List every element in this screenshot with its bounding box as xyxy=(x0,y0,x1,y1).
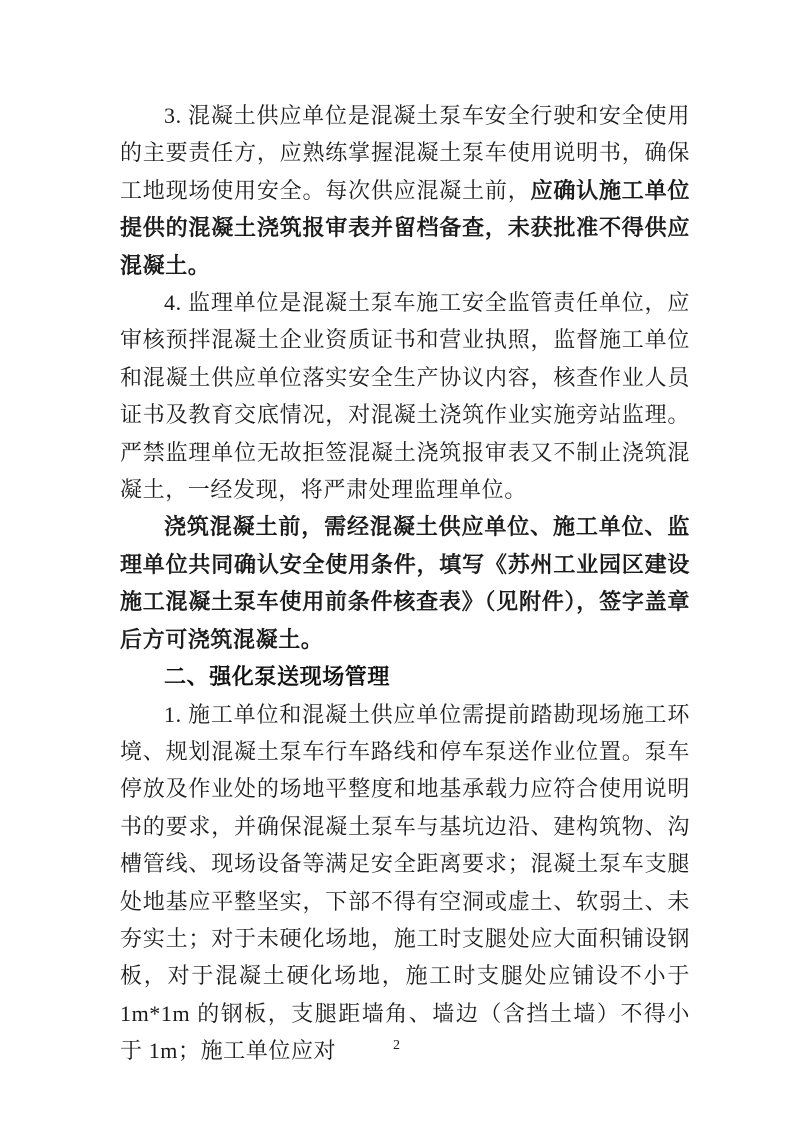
text-run: 3. 混凝土供应单位是混凝土泵车安全行驶和安全使用的主要责任方，应熟练掌握混凝土泵车使用说明书，确保工地现场使用安全。每次供应混凝土前， xyxy=(120,103,690,203)
text-run: 二、强化泵送现场管理 xyxy=(164,664,391,690)
bold-text-run: 浇筑混凝土前，需经混凝土供应单位、施工单位、监理单位共同确认安全使用条件，填写《苏州工业园区建设施工混凝土泵车使用前条件核查表》（见附件），签字盖章后方可浇筑混凝土。 xyxy=(120,514,690,652)
section-heading xyxy=(120,658,690,695)
paragraph xyxy=(120,97,690,284)
paragraph xyxy=(120,284,690,508)
paragraph xyxy=(120,508,690,658)
text-run: 4. 监理单位是混凝土泵车施工安全监管责任单位，应审核预拌混凝土企业资质证书和营业执照，监督施工单位和混凝土供应单位落实安全生产协议内容，核查作业人员证书及教育交底情况，对混凝土浇筑作业实施旁站监理。严禁监理单位无故拒签混凝土浇筑报审表又不制止浇筑混凝土，一经发现，将严肃处理监理单位。 xyxy=(120,290,690,503)
bold-text-run: 应确认施工单位提供的混凝土浇筑报审表并留档备查，未获批准不得供应混凝土。 xyxy=(120,177,690,278)
text-run: 1. 施工单位和混凝土供应单位需提前踏勘现场施工环境、规划混凝土泵车行车路线和停车泵送作业位置。泵车停放及作业处的场地平整度和地基承载力应符合使用说明书的要求，并确保混凝土泵车与基坑边沿、建构筑物、沟槽管线、现场设备等满足安全距离要求；混凝土泵车支腿处地基应平整坚实，下部不得有空洞或虚土、软弱土、未夯实土；对于未硬化场地，施工时支腿处应大面积铺设钢板，对于混凝土硬化场地，施工时支腿处应铺设不小于 1m*1m 的钢板，支腿距墙角、墙边（含挡土墙）不得小于 1m；施工单位应对 xyxy=(120,701,690,1064)
page-footer xyxy=(0,1036,793,1054)
document-body xyxy=(120,97,690,1070)
page-number: 2 xyxy=(393,1038,400,1053)
paragraph xyxy=(120,696,690,1070)
